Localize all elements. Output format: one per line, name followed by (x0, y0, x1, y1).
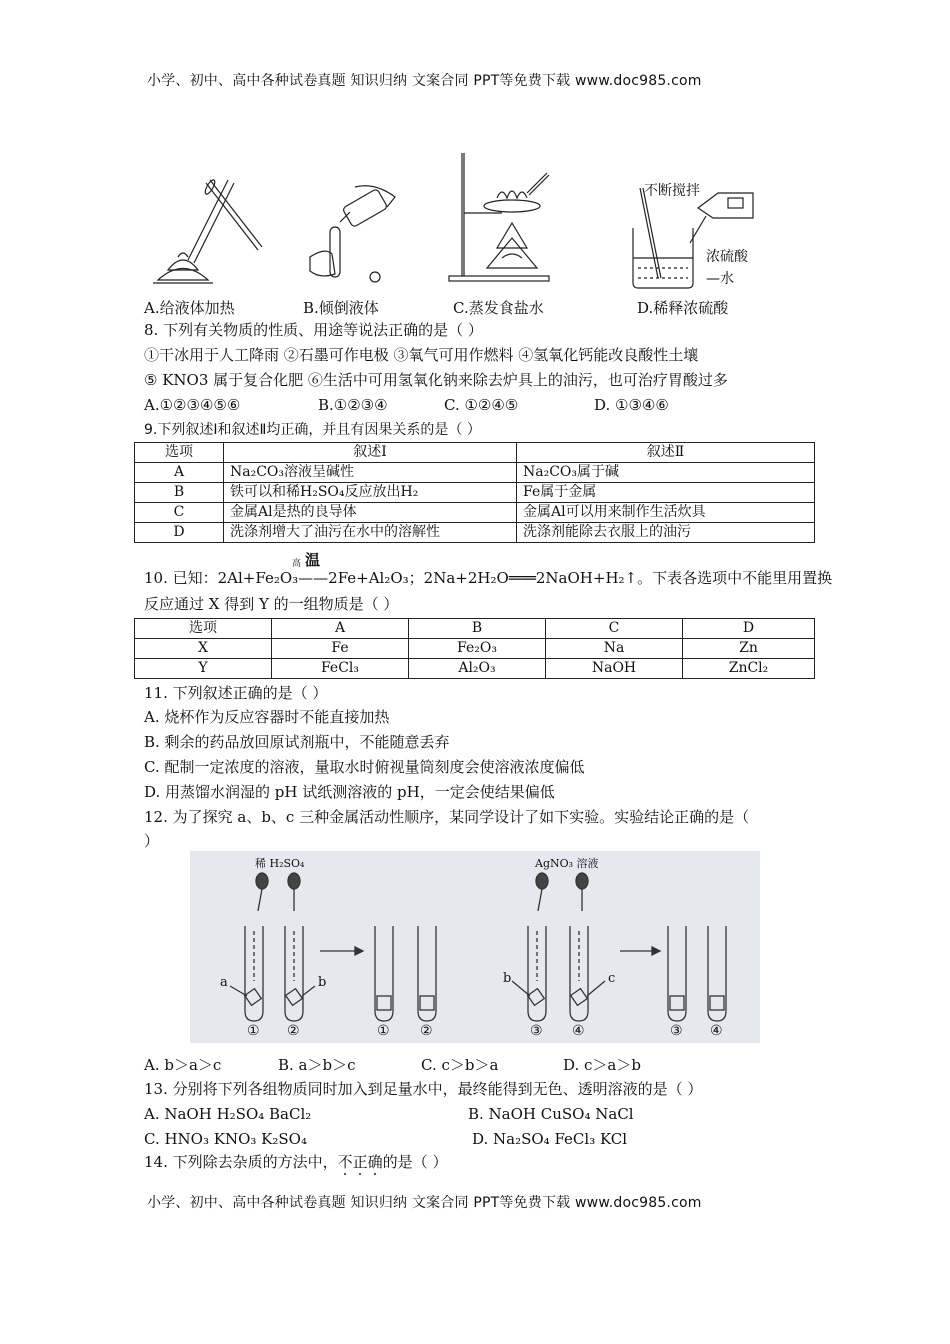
table-row (135, 639, 815, 659)
table-cell: 洗涤剂增大了油污在水中的溶解性 (224, 523, 517, 543)
table-cell: Fe₂O₃ (409, 639, 546, 659)
stir-label: 不断搅拌 (644, 183, 700, 199)
q11-stem: 11. 下列叙述正确的是（ ） (144, 684, 328, 702)
q11-option-a: A. 烧杯作为反应容器时不能直接加热 (144, 708, 390, 726)
q8-option-c: C. ①②④⑤ (444, 396, 519, 414)
table-header-cell: 选项 (135, 619, 272, 639)
q8-line2: ⑤ KNO3 属于复合化肥 ⑥生活中可用氢氧化钠来除去炉具上的油污，也可治疗胃酸过多 (144, 371, 728, 389)
water-label: —水 (706, 271, 734, 287)
condition-small: 高 (292, 559, 302, 569)
q10-line1: 10. 已知：2Al+Fe₂O₃——2Fe+Al₂O₃；2Na+2H₂O═══2NaOH+H₂↑。下表各选项中不能里用置换 (144, 569, 833, 587)
q14-stem-post: 的是（ ） (382, 1153, 448, 1171)
q8-line1: ①干冰用于人工降雨 ②石墨可作电极 ③氧气可用作燃料 ④氢氧化钙能改良酸性土壤 (144, 346, 699, 364)
q8-option-d: D. ①③④⑥ (594, 396, 669, 414)
table-row (135, 463, 815, 483)
table-cell: 铁可以和稀H₂SO₄反应放出H₂ (224, 483, 517, 503)
table-cell: D (135, 523, 224, 543)
q10-table (134, 618, 815, 679)
tube-label: ① (377, 1023, 390, 1039)
table-header-cell: 叙述Ⅰ (224, 443, 517, 463)
table-cell: FeCl₃ (272, 659, 409, 679)
q13-option-a: A. NaOH H₂SO₄ BaCl₂ (144, 1105, 312, 1123)
metal-label: a (220, 975, 228, 990)
q12-stem: 12. 为了探究 a、b、c 三种金属活动性顺序，某同学设计了如下实验。实验结论正确的是（ (144, 808, 750, 826)
tube-label: ② (287, 1023, 300, 1039)
q7-option-a: A.给液体加热 (144, 299, 235, 317)
tube-label: ③ (670, 1023, 683, 1039)
table-row (135, 483, 815, 503)
table-header-cell: D (683, 619, 815, 639)
pour-liquid-figure (305, 182, 405, 287)
q11-option-d: D. 用蒸馏水润湿的 pH 试纸测溶液的 pH，一定会使结果偏低 (144, 783, 555, 801)
table-cell: Na₂CO₃溶液呈碱性 (224, 463, 517, 483)
table-row (135, 523, 815, 543)
table-cell: NaOH (546, 659, 683, 679)
tube-label: ① (247, 1023, 260, 1039)
q12-option-c: C. c＞b＞a (421, 1056, 499, 1074)
q8-option-a: A.①②③④⑤⑥ (144, 396, 241, 414)
q11-option-c: C. 配制一定浓度的溶液，量取水时俯视量筒刻度会使溶液浓度偏低 (144, 758, 585, 776)
q13-option-d: D. Na₂SO₄ FeCl₃ KCl (472, 1130, 628, 1148)
reagent-label-2: AgNO₃ 溶液 (535, 857, 599, 870)
q12-option-d: D. c＞a＞b (563, 1056, 641, 1074)
table-header-cell: A (272, 619, 409, 639)
page-header: 小学、初中、高中各种试卷真题 知识归纳 文案合同 PPT等免费下载 www.doc985.com (147, 73, 702, 89)
table-cell: ZnCl₂ (683, 659, 815, 679)
tube-label: ② (420, 1023, 433, 1039)
q12-option-b: B. a＞b＞c (278, 1056, 356, 1074)
q9-stem: 9.下列叙述Ⅰ和叙述Ⅱ均正确，并且有因果关系的是（ ） (144, 422, 481, 438)
table-header-cell: 叙述Ⅱ (517, 443, 815, 463)
table-cell: X (135, 639, 272, 659)
table-cell: Na (546, 639, 683, 659)
q7-option-d: D.稀释浓硫酸 (637, 299, 729, 317)
evaporate-figure (447, 148, 557, 283)
table-cell: 金属Al可以用来制作生活炊具 (517, 503, 815, 523)
q8-option-b: B.①②③④ (318, 396, 388, 414)
table-cell: Na₂CO₃属于碱 (517, 463, 815, 483)
emphasis-char: 确 (367, 1153, 383, 1171)
table-cell: Y (135, 659, 272, 679)
q12-stem-end: ） (144, 832, 160, 850)
tube-label: ③ (530, 1023, 543, 1039)
q12-option-a: A. b＞a＞c (144, 1056, 222, 1074)
q14-stem (144, 1152, 447, 1172)
table-row (135, 619, 815, 639)
metal-label: c (608, 971, 616, 986)
q11-option-b: B. 剩余的药品放回原试剂瓶中，不能随意丢弃 (144, 733, 450, 751)
table-row (135, 443, 815, 463)
emphasis-char: 不 (337, 1153, 353, 1171)
q7-option-c: C.蒸发食盐水 (453, 299, 544, 317)
table-cell: A (135, 463, 224, 483)
q13-option-c: C. HNO₃ KNO₃ K₂SO₄ (144, 1130, 307, 1148)
table-cell: 金属Al是热的良导体 (224, 503, 517, 523)
table-cell: Al₂O₃ (409, 659, 546, 679)
table-cell: 洗涤剂能除去衣服上的油污 (517, 523, 815, 543)
condition-big: 温 (305, 551, 321, 569)
q14-stem-pre: 14. 下列除去杂质的方法中， (144, 1153, 338, 1171)
table-cell: C (135, 503, 224, 523)
q10-line2: 反应通过 X 得到 Y 的一组物质是（ ） (144, 595, 399, 613)
experiment-drawing (190, 851, 760, 1043)
emphasis-char: 正 (352, 1153, 368, 1171)
experiment-figure (190, 851, 760, 1043)
table-cell: B (135, 483, 224, 503)
q7-option-b: B.倾倒液体 (303, 299, 379, 317)
table-cell: Fe属于金属 (517, 483, 815, 503)
reagent-label-1: 稀 H₂SO₄ (255, 857, 305, 870)
tube-label: ④ (710, 1023, 723, 1039)
metal-label: b (318, 975, 327, 990)
page-footer: 小学、初中、高中各种试卷真题 知识归纳 文案合同 PPT等免费下载 www.doc985.com (147, 1195, 702, 1211)
table-row (135, 503, 815, 523)
q8-stem: 8. 下列有关物质的性质、用途等说法正确的是（ ） (144, 321, 483, 339)
tube-label: ④ (572, 1023, 585, 1039)
metal-label: b (503, 971, 512, 986)
heating-liquid-figure (148, 165, 268, 290)
table-cell: Zn (683, 639, 815, 659)
table-header-cell: C (546, 619, 683, 639)
q9-table (134, 442, 815, 543)
table-header-cell: B (409, 619, 546, 639)
table-cell: Fe (272, 639, 409, 659)
table-header-cell: 选项 (135, 443, 224, 463)
acid-label: 浓硫酸 (706, 249, 748, 265)
q13-option-b: B. NaOH CuSO₄ NaCl (468, 1105, 634, 1123)
q13-stem: 13. 分别将下列各组物质同时加入到足量水中，最终能得到无色、透明溶液的是（ ） (144, 1080, 703, 1098)
table-row (135, 659, 815, 679)
